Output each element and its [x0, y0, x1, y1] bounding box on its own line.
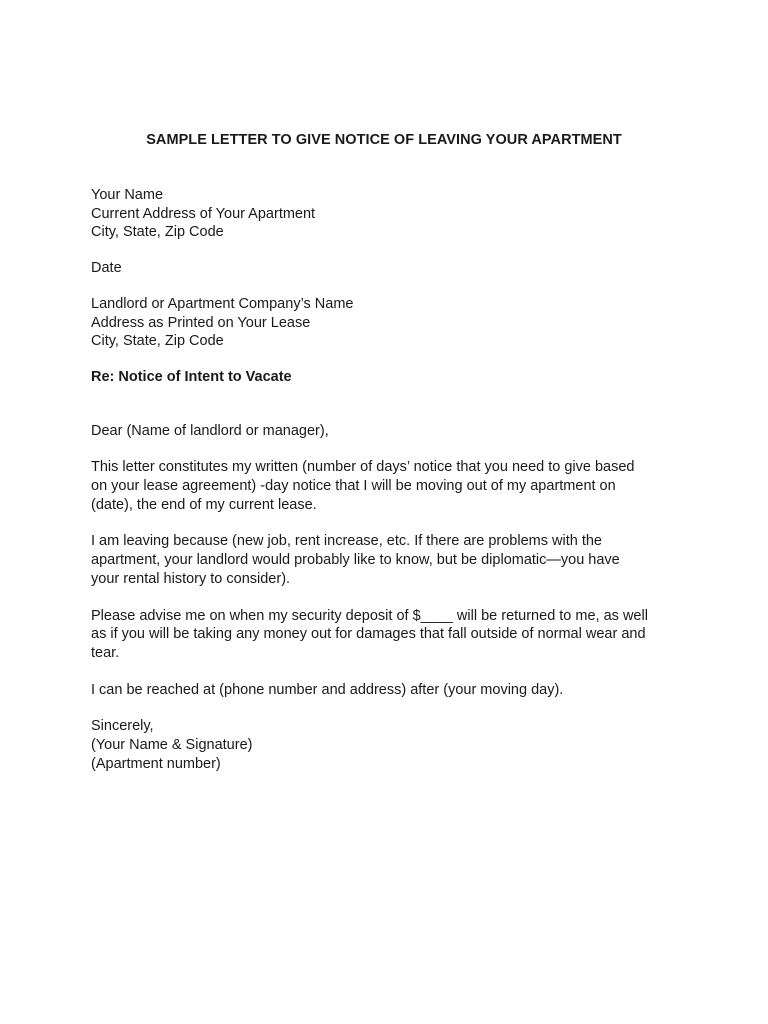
- paragraph-line: This letter constitutes my written (number of days’ notice that you need to give based: [91, 459, 635, 476]
- document-title: SAMPLE LETTER TO GIVE NOTICE OF LEAVING YOUR APARTMENT: [146, 132, 622, 148]
- subject-line: Re: Notice of Intent to Vacate: [91, 368, 292, 385]
- recipient-city-state-zip: City, State, Zip Code: [91, 333, 224, 350]
- paragraph-reason: [91, 532, 691, 588]
- valediction: Sincerely,: [91, 718, 154, 735]
- paragraph-line: Please advise me on when my security deposit of $____ will be returned to me, as well: [91, 607, 648, 624]
- paragraph-line: I am leaving because (new job, rent increase, etc. If there are problems with the: [91, 533, 602, 550]
- salutation-block: [91, 422, 691, 441]
- apartment-number-placeholder: (Apartment number): [91, 755, 221, 772]
- recipient-name: Landlord or Apartment Company’s Name: [91, 295, 354, 312]
- sender-name: Your Name: [91, 187, 164, 203]
- sender-block: [91, 186, 691, 242]
- date-block: [91, 259, 691, 278]
- paragraph-line: (date), the end of my current lease.: [91, 496, 317, 513]
- paragraph-line: your rental history to consider).: [91, 570, 291, 587]
- paragraph-line: as if you will be taking any money out for damages that fall outside of normal wear and: [91, 626, 646, 643]
- letter-body: [91, 186, 691, 773]
- paragraph-deposit: [91, 607, 691, 663]
- paragraph-notice: [91, 458, 691, 514]
- signature-placeholder: (Your Name & Signature): [91, 737, 253, 754]
- closing-block: [91, 717, 691, 773]
- recipient-block: [91, 295, 691, 351]
- paragraph-contact: [91, 681, 691, 700]
- recipient-address: Address as Printed on Your Lease: [91, 314, 311, 331]
- paragraph-line: on your lease agreement) -day notice that I will be moving out of my apartment on: [91, 478, 616, 495]
- paragraph-line: apartment, your landlord would probably like to know, but be diplomatic—you have: [91, 552, 620, 569]
- sender-city-state-zip: City, State, Zip Code: [91, 224, 224, 241]
- salutation: Dear (Name of landlord or manager),: [91, 422, 329, 439]
- paragraph-line: I can be reached at (phone number and address) after (your moving day).: [91, 681, 564, 698]
- subject-block: [91, 368, 691, 387]
- paragraph-line: tear.: [91, 644, 120, 661]
- letter-date: Date: [91, 260, 122, 277]
- sender-address: Current Address of Your Apartment: [91, 205, 316, 222]
